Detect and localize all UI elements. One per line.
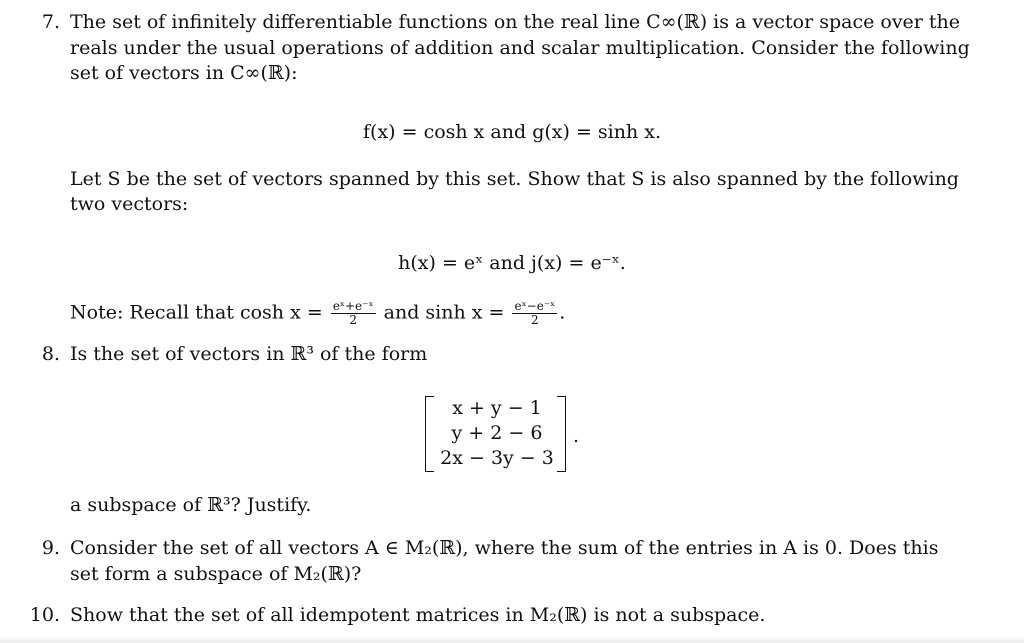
problem-number: 9. xyxy=(41,537,60,559)
problem-text-line: Let S be the set of vectors spanned by this set. Show that S is also spanned by the following xyxy=(70,168,959,190)
problem-text-line: reals under the usual operations of addition and scalar multiplication. Consider the following xyxy=(70,37,970,59)
note-end: . xyxy=(559,301,566,324)
problem-number: 10. xyxy=(29,604,60,626)
fraction-cosh xyxy=(331,300,376,327)
fraction-denominator: 2 xyxy=(349,313,358,327)
equation: f(x) = cosh x and g(x) = sinh x. xyxy=(363,121,661,143)
problem-text-line: set form a subspace of M₂(ℝ)? xyxy=(70,563,362,585)
matrix-period: . xyxy=(573,425,580,447)
problem-number: 8. xyxy=(41,343,60,365)
fraction-denominator: 2 xyxy=(531,313,539,327)
problem-text-line: two vectors: xyxy=(70,193,189,215)
matrix-entries xyxy=(435,396,559,471)
problem-text-line: Consider the set of all vectors A ∈ M₂(ℝ), where the sum of the entries in A is 0. Does this xyxy=(70,537,939,559)
fraction-numerator: eˣ+e⁻ˣ xyxy=(332,299,374,313)
note-mid: and sinh x = xyxy=(383,301,505,324)
matrix-row: x + y − 1 xyxy=(452,397,542,419)
note xyxy=(70,300,950,327)
left-bracket xyxy=(425,396,434,472)
problem-text-line: Is the set of vectors in ℝ³ of the form xyxy=(70,343,428,365)
matrix-row: 2x − 3y − 3 xyxy=(440,447,554,469)
fraction-numerator: eˣ−e⁻ˣ xyxy=(514,299,556,313)
note-prefix: Note: Recall that cosh x = xyxy=(70,301,323,324)
column-vector xyxy=(425,396,580,472)
problem-text-line: a subspace of ℝ³? Justify. xyxy=(70,494,312,516)
fraction-sinh xyxy=(512,300,557,327)
right-bracket xyxy=(557,396,566,472)
problem-number: 7. xyxy=(41,11,60,33)
page-bottom-shadow xyxy=(0,635,1024,643)
problem-text-line: set of vectors in C∞(ℝ): xyxy=(70,62,298,84)
equation: h(x) = eˣ and j(x) = e⁻ˣ. xyxy=(398,252,626,274)
problem-text-line: Show that the set of all idempotent matrices in M₂(ℝ) is not a subspace. xyxy=(70,604,766,626)
problem-text-line: The set of infinitely differentiable functions on the real line C∞(ℝ) is a vector space over the xyxy=(70,11,961,33)
matrix-row: y + 2 − 6 xyxy=(451,422,543,444)
